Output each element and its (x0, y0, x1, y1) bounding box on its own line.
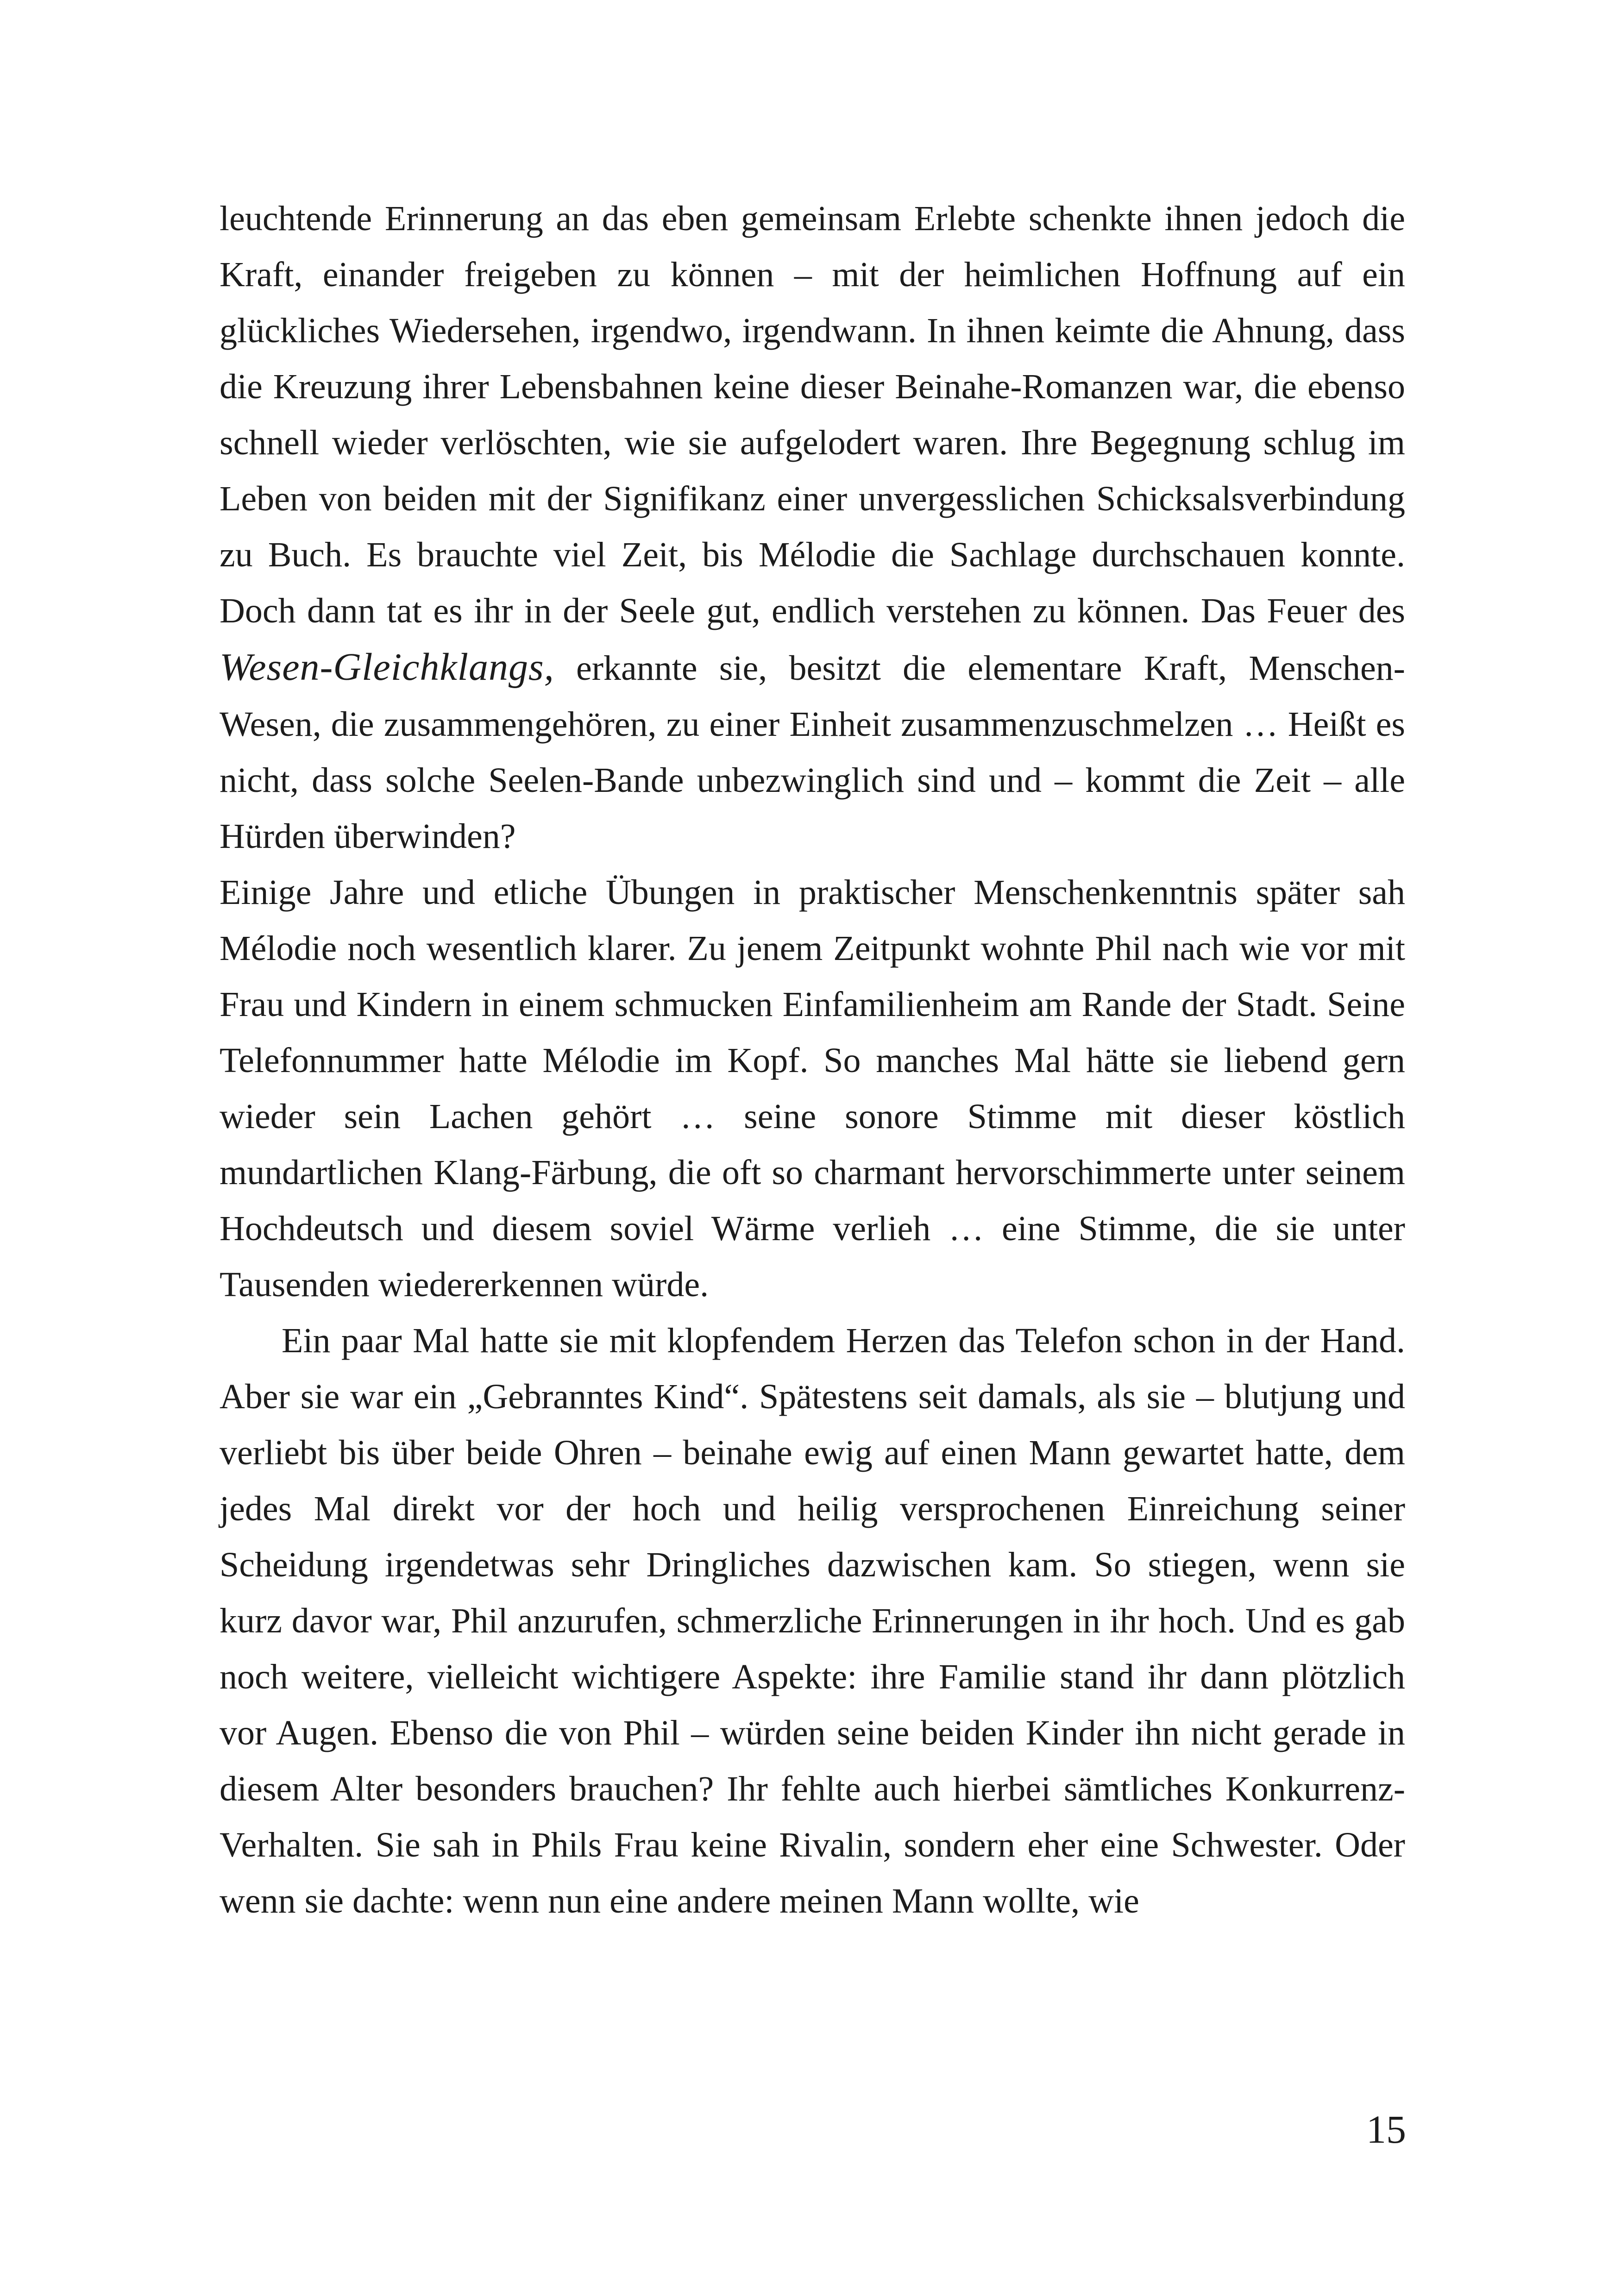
paragraph-continued (220, 191, 1405, 865)
page-number: 15 (1366, 2107, 1406, 2152)
emphasized-phrase: Wesen-Gleichklangs, (220, 646, 554, 689)
paragraph: Einige Jahre und etliche Übungen in praktischer Menschenkenntnis später sah Mélodie noch wesentlich klarer. Zu jenem Zeitpunkt wohnte Phil nach wie vor mit Frau und Kindern in einem schmucken Einfamilienheim am Rande der Stadt. Seine Telefonnummer hatte Mélodie im Kopf. So manches Mal hätte sie liebend gern wieder sein Lachen gehört … seine sonore Stimme mit dieser köstlich mundartlichen Klang-Färbung, die oft so charmant hervorschimmerte unter seinem Hochdeutsch und diesem soviel Wärme verlieh … eine Stimme, die sie unter Tausenden wiedererkennen würde. (220, 873, 1405, 1304)
paragraph-indented: Ein paar Mal hatte sie mit klopfendem Herzen das Telefon schon in der Hand. Aber sie war ein „Gebranntes Kind“. Spätestens seit damals, als sie – blutjung und verliebt bis über beide Ohren – beinahe ewig auf einen Mann gewartet hatte, dem jedes Mal direkt vor der hoch und heilig versprochenen Einreichung seiner Scheidung irgendetwas sehr Dringliches dazwischen kam. So stiegen, wenn sie kurz davor war, Phil anzurufen, schmerzliche Erinnerungen in ihr hoch. Und es gab noch weitere, vielleicht wichtigere Aspekte: ihre Familie stand ihr dann plötzlich vor Augen. Ebenso die von Phil – würden seine beiden Kinder ihn nicht gerade in diesem Alter besonders brauchen? Ihr fehlte auch hierbei sämtliches Konkurrenz-Verhalten. Sie sah in Phils Frau keine Rivalin, sondern eher eine Schwester. Oder wenn sie dachte: wenn nun eine andere meinen Mann wollte, wie (220, 1321, 1405, 1920)
paragraph-text: leuchtende Erinnerung an das eben gemeinsam Erlebte schenkte ihnen jedoch die Kraft, einander freigeben zu können – mit der heimlichen Hoffnung auf ein glückliches Wiedersehen, irgendwo, irgendwann. In ihnen keimte die Ahnung, dass die Kreuzung ihrer Lebensbahnen keine dieser Beinahe-Romanzen war, die ebenso schnell wieder verlöschten, wie sie aufgelodert waren. Ihre Begegnung schlug im Leben von beiden mit der Signifikanz einer unvergesslichen Schicksalsverbindung zu Buch. Es brauchte viel Zeit, bis Mélodie die Sachlage durchschauen konnte. Doch dann tat es ihr in der Seele gut, endlich verstehen zu können. Das Feuer des (220, 199, 1405, 630)
paragraph-text: erkannte sie, besitzt die elementare Kraft, Menschen-Wesen, die zusammengehören, zu einer Einheit zusammenzuschmelzen … Heißt es nicht, dass solche Seelen-Bande unbezwinglich sind und – kommt die Zeit – alle Hürden überwinden? (220, 649, 1405, 856)
page-body (220, 191, 1405, 1929)
